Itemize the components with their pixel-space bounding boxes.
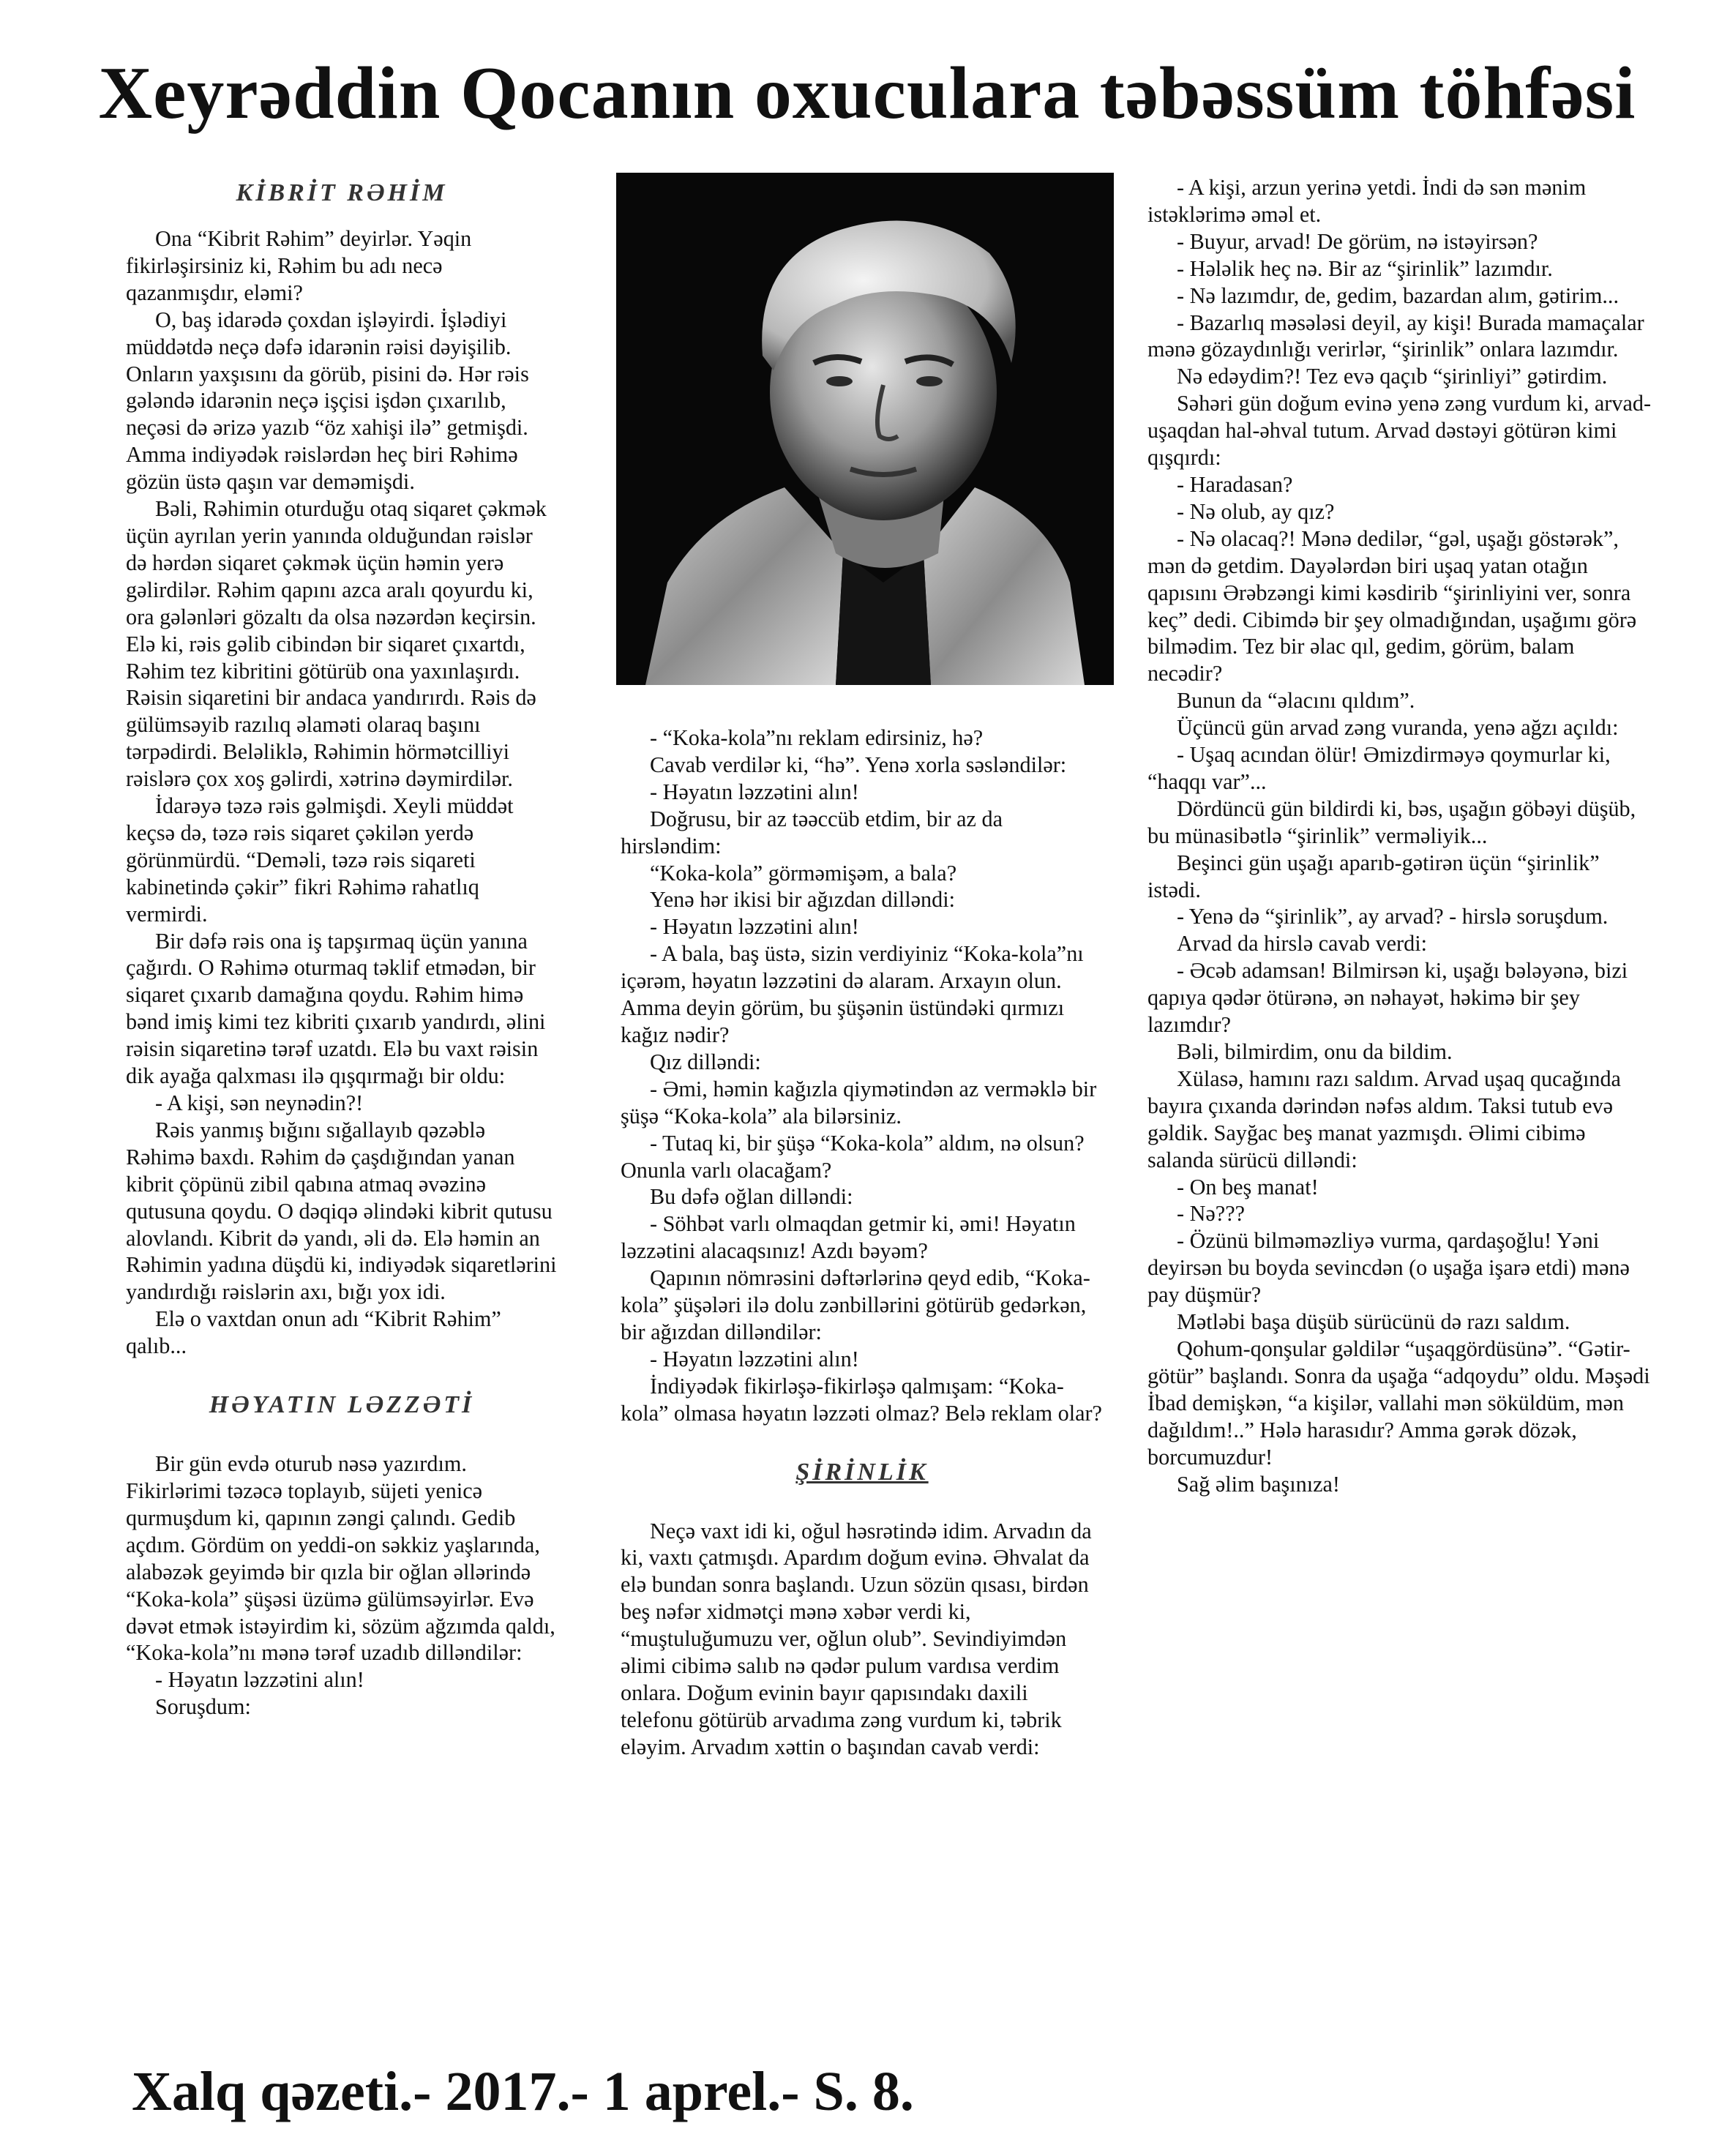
paragraph: Dördüncü gün bildirdi ki, bəs, uşağın göbəyi düşüb, bu münasibətlə “şirinlik” verməliyik...: [1147, 796, 1636, 848]
paragraph: Yenə hər ikisi bir ağızdan dilləndi:: [650, 887, 955, 913]
paragraph: - A bala, baş üstə, sizin verdiyiniz “Koka-kola”nı içərəm, həyatın ləzzətini də alaram. Arxayın olun. Amma deyin görüm, bu şüşənin üstündəki qırmızı kağız nədir?: [621, 941, 1084, 1047]
author-portrait-photo: [616, 173, 1114, 685]
paragraph: - Hələlik heç nə. Bir az “şirinlik” lazımdır.: [1177, 255, 1553, 281]
paragraph: Mətləbi başa düşüb sürücünü də razı saldım.: [1177, 1309, 1570, 1335]
portrait-photo-icon: [616, 173, 1114, 685]
paragraph: Elə o vaxtdan onun adı “Kibrit Rəhim” qalıb...: [126, 1306, 501, 1359]
story-heading-heyatin-lezzeti: HƏYATIN LƏZZƏTİ: [209, 1391, 475, 1419]
paragraph: - Həyatın ləzzətini alın!: [155, 1667, 364, 1693]
column-1: [126, 177, 558, 1721]
paragraph: - Haradasan?: [1177, 471, 1293, 497]
paragraph: Xülasə, hamını razı saldım. Arvad uşaq qucağında bayıra çıxanda dərindən nəfəs aldım. Taksi tutub evə gəldik. Sayğac beş manat yazmışdı. Əlimi cibimə salanda sürücü dilləndi:: [1147, 1066, 1621, 1172]
column-3: [1147, 174, 1652, 1497]
paragraph: Bəli, Rəhimin oturduğu otaq siqaret çəkmək üçün ayrılan yerin yanında olduğundan rəislər də hərdən siqaret çəkmək üçün həmin yerə gəlirdilər. Rəhim qapını azca aralı qoyurdu ki, ora gələnləri gözaltı da olsa nəzərdən keçirsin. Elə ki, rəis gəlib cibindən bir siqaret çıxartdı, Rəhim tez kibritini götürüb ona yaxınlaşırdı. Rəisin siqaretini bir andaca yandırırdı. Rəis də gülümsəyib razılıq əlaməti olaraq başını tərpədirdi. Beləliklə, Rəhimin hörmətcilliyi rəislərə çox xoş gəlirdi, xətrinə dəymirdilər.: [126, 496, 547, 792]
paragraph: Bir dəfə rəis ona iş tapşırmaq üçün yanına çağırdı. O Rəhimə oturmaq təklif etmədən, bir siqaret çıxarıb damağına qoydu. Rəhim himə bənd imiş kimi tez kibriti çıxarıb yandırdı, əlini rəisin siqaretinə tərəf uzatdı. Elə bu vaxt rəisin dik ayağa qalxması ilə qışqırmağı bir oldu:: [126, 928, 546, 1089]
paragraph: - Həyatın ləzzətini alın!: [650, 1346, 859, 1371]
paragraph: - Həyatın ləzzətini alın!: [650, 914, 859, 940]
paragraph: Bəli, bilmirdim, onu da bildim.: [1177, 1039, 1453, 1064]
paragraph: “Koka-kola” görməmişəm, a bala?: [650, 860, 957, 886]
paragraph: Üçüncü gün arvad zəng vuranda, yenə ağzı açıldı:: [1177, 715, 1619, 741]
column-2: [621, 725, 1104, 1761]
paragraph: Qohum-qonşular gəldilər “uşaqgördüsünə”. “Gətir-götür” başlandı. Sonra da uşağa “adqoydu” oldu. Məşədi İbad demişkən, “a kişilər, vallahi mən söküldüm, mən dağıldım!..” Hələ harasıdır? Amma gərək dözək, borcumuzdur!: [1147, 1336, 1650, 1470]
paragraph: - A kişi, sən neynədin?!: [155, 1090, 364, 1115]
paragraph: - Uşaq acından ölür! Əmizdirməyə qoymurlar ki, “haqqı var”...: [1147, 742, 1611, 794]
paragraph: - Nə olacaq?! Mənə dedilər, “gəl, uşağı göstərək”, mən də getdim. Dayələrdən biri uşaq yatan otağın qapısını Ərəbzəngi kimi kəsdirib “şirinliyini ver, sonra keç” dedi. Cibimdə bir şey olmadığından, uşağımı görə bilmədim. Tez bir əlac qıl, gedim, görüm, balam necədir?: [1147, 525, 1637, 686]
paragraph: - Yenə də “şirinlik”, ay arvad? - hirslə soruşdum.: [1177, 904, 1609, 929]
paragraph: Bunun da “əlacını qıldım”.: [1177, 688, 1415, 714]
paragraph: O, baş idarədə çoxdan işləyirdi. İşlədiyi müddətdə neçə dəfə idarənin rəisi dəyişilib. Onların yaxşısını da görüb, pisini də. Hər rəis gələndə idarənin neçə işçisi işdən çıxarılıb, neçəsi də ərizə yazıb “öz xahişi ilə” getmişdi. Amma indiyədək rəislərdən heç biri Rəhimə gözün üstə qaşın var deməmişdi.: [126, 307, 529, 495]
paragraph: Rəis yanmış bığını sığallayıb qəzəblə Rəhimə baxdı. Rəhim də çaşdığından yanan kibrit çöpünü zibil qabına atmaq əvəzinə qutusuna qoydu. O dəqiqə əlindəki kibrit qutusu alovlandı. Kibrit də yandı, əli də. Elə həmin an Rəhimin yadına düşdü ki, indiyədək siqaretlərini yandırdığı rəislərin axı, bığı yox idi.: [126, 1117, 557, 1305]
paragraph: - Nə???: [1177, 1201, 1245, 1227]
paragraph: - A kişi, arzun yerinə yetdi. İndi də sən mənim istəklərimə əməl et.: [1147, 175, 1587, 227]
paragraph: - Tutaq ki, bir şüşə “Koka-kola” aldım, nə olsun? Onunla varlı olacağam?: [621, 1130, 1085, 1183]
paragraph: Səhəri gün doğum evinə yenə zəng vurdum ki, arvad-uşaqdan hal-əhval tutum. Arvad dəstəyi götürən kimi qışqırdı:: [1147, 391, 1651, 471]
paragraph: Neçə vaxt idi ki, oğul həsrətində idim. Arvadın da ki, vaxtı çatmışdı. Apardım doğum evinə. Əhvalat da elə bundan sonra başlandı. Uzun sözün qısası, birdən beş nəfər xidmətçi mənə xəbər verdi ki, “muştuluğumuzu ver, oğlun olub”. Sevindiyimdən əlimi cibimə salıb nə qədər pulum vardısa verdim onlara. Doğum evinin bayır qapısındakı daxili telefonu götürüb arvadıma zəng vurdum ki, təbrik eləyim. Arvadım xəttin o başından cavab verdi:: [621, 1518, 1092, 1759]
paragraph: Arvad da hirslə cavab verdi:: [1177, 931, 1427, 957]
paragraph: - Həyatın ləzzətini alın!: [650, 779, 859, 804]
paragraph: - Söhbət varlı olmaqdan getmir ki, əmi! Həyatın ləzzətini alacaqsınız! Azdı bəyəm?: [621, 1211, 1076, 1264]
page-title: Xeyrəddin Qocanın oxuculara təbəssüm töhfəsi: [98, 52, 1636, 135]
paragraph: İdarəyə təzə rəis gəlmişdi. Xeyli müddət keçsə də, təzə rəis siqaret çəkilən yerdə görünmürdü. “Deməli, təzə rəis siqareti kabinetində çəkir” fikri Rəhimə rahatlıq vermirdi.: [126, 793, 514, 927]
paragraph: - “Koka-kola”nı reklam edirsiniz, hə?: [650, 725, 984, 750]
paragraph: Doğrusu, bir az təəccüb etdim, bir az da hirsləndim:: [621, 806, 1003, 858]
story-heading-kibrit-rehim: KİBRİT RƏHİM: [236, 179, 448, 206]
paragraph: Ona “Kibrit Rəhim” deyirlər. Yəqin fikirləşirsiniz ki, Rəhim bu adı necə qazanmışdır, eləmi?: [126, 226, 472, 305]
paragraph: - Buyur, arvad! De görüm, nə istəyirsən?: [1177, 228, 1538, 254]
paragraph: Qapının nömrəsini dəftərlərinə qeyd edib, “Koka-kola” şüşələri ilə dolu zənbillərini götürüb gedərkən, bir ağızdan dilləndilər:: [621, 1265, 1090, 1344]
paragraph: - Nə olub, ay qız?: [1177, 498, 1335, 524]
paragraph: Sağ əlim başınıza!: [1177, 1471, 1340, 1497]
paragraph: İndiyədək fikirləşə-fikirləşə qalmışam: “Koka-kola” olmasa həyatın ləzzəti olmaz? Belə reklam olar?: [621, 1373, 1102, 1426]
paragraph: Cavab verdilər ki, “hə”. Yenə xorla səsləndilər:: [650, 752, 1067, 777]
paragraph: Bir gün evdə oturub nəsə yazırdım. Fikirlərimi təzəcə toplayıb, süjeti yenicə qurmuşdum ki, qapının zəngi çalındı. Gedib açdım. Gördüm on yeddi-on səkkiz yaşlarında, alabəzək geyimdə bir qızla bir oğlan əllərində “Koka-kola” şüşəsi üzümə gülümsəyirlər. Evə dəvət etmək istəyirdim ki, sözüm ağzımda qaldı, “Koka-kola”nı mənə tərəf uzadıb dilləndilər:: [126, 1451, 555, 1666]
paragraph: - Özünü bilməməzliyə vurma, qardaşoğlu! Yəni deyirsən bu boyda sevincdən (o uşağa işarə etdi) mənə pay düşmür?: [1147, 1228, 1630, 1308]
paragraph: Soruşdum:: [155, 1694, 251, 1720]
source-citation: Xalq qəzeti.- 2017.- 1 aprel.- S. 8.: [132, 2061, 914, 2122]
paragraph: - Əcəb adamsan! Bilmirsən ki, uşağı bələyənə, bizi qapıya qədər ötürənə, ən nəhayət, həkimə bir şey lazımdır?: [1147, 958, 1628, 1038]
paragraph: Beşinci gün uşağı aparıb-gətirən üçün “şirinlik” istədi.: [1147, 850, 1600, 902]
paragraph: Nə edəydim?! Tez evə qaçıb “şirinliyi” gətirdim.: [1177, 364, 1608, 389]
story-heading-sirinlik: ŞİRİNLİK: [795, 1458, 929, 1486]
paragraph: - Əmi, həmin kağızla qiymətindən az verməklə bir şüşə “Koka-kola” ala bilərsiniz.: [621, 1076, 1097, 1128]
paragraph: - Nə lazımdır, de, gedim, bazardan alım, gətirim...: [1177, 282, 1619, 308]
paragraph: Bu dəfə oğlan dilləndi:: [650, 1184, 853, 1210]
paragraph: - On beş manat!: [1177, 1174, 1319, 1199]
paragraph: Qız dilləndi:: [650, 1049, 761, 1074]
paragraph: - Bazarlıq məsələsi deyil, ay kişi! Burada mamaçalar mənə gözaydınlığı verirlər, “şirinlik” onlara lazımdır.: [1147, 310, 1644, 362]
